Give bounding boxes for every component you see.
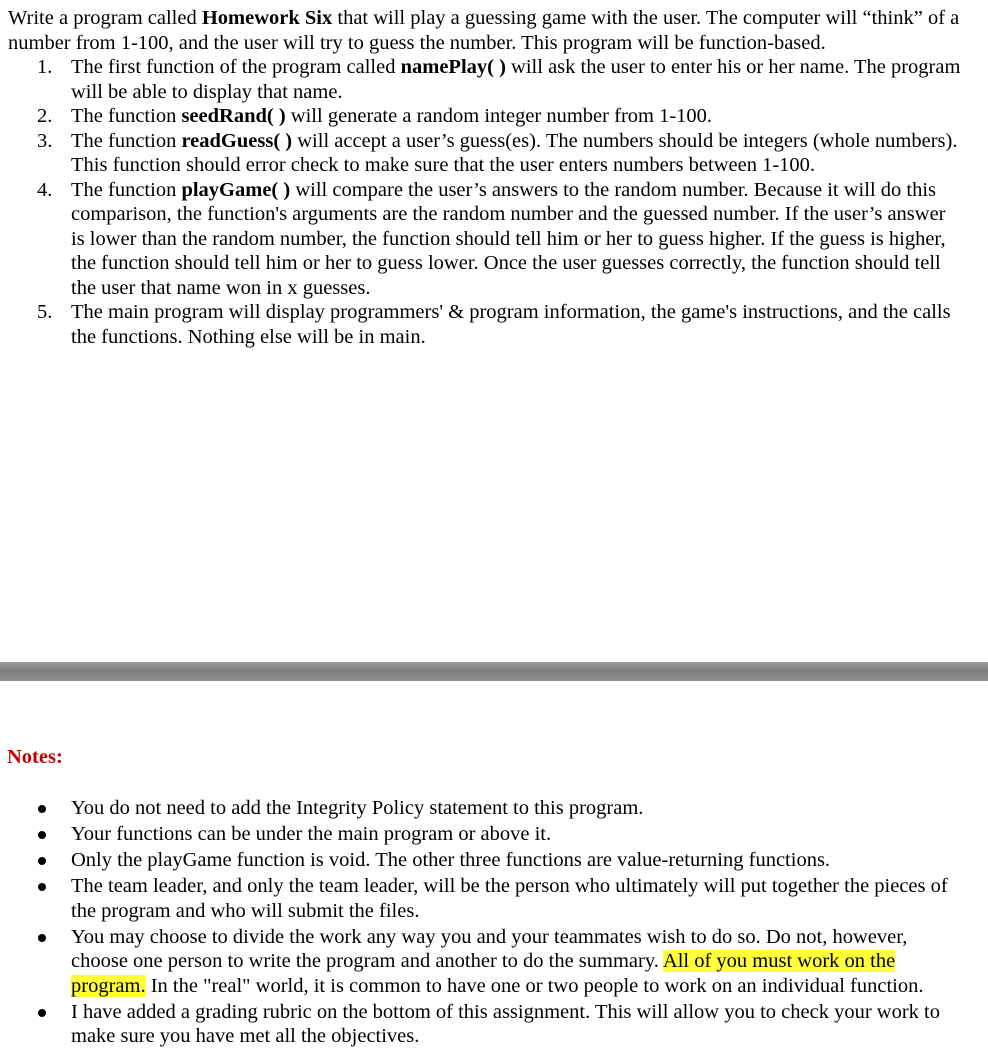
function-name: namePlay( ) (400, 56, 506, 78)
notes-list (0, 796, 988, 1050)
list-item: You do not need to add the Integrity Policy statement to this program. (0, 796, 966, 821)
intro-text-cont: that will play a guessing game with the user. The computer will “think” of a number from 1-100, and the user will try to guess the number. This program will be function-based. (8, 7, 960, 54)
list-item: I have added a grading rubric on the bottom of this assignment. This will allow you to check your work to make sure you have met all the objectives. (0, 1000, 966, 1049)
notes-heading: Notes: (7, 746, 63, 768)
function-name: seedRand( ) (181, 105, 286, 127)
function-name: readGuess( ) (181, 129, 293, 152)
requirements-list (0, 55, 988, 349)
program-title: Homework Six (201, 7, 333, 29)
list-item: 2. The function seedRand( ) will generate a random integer number from 1-100. (37, 105, 713, 127)
bullet-icon (38, 857, 46, 865)
bullet-icon (38, 831, 46, 839)
highlighted-text: All of you must work on the program. (71, 950, 896, 997)
list-item: 3. The function readGuess( ) will accept a user’s guess(es). The numbers should be integers (whole numbers). This function should error check to make sure that the user enters numbers between 1-100. (37, 129, 958, 176)
list-item: The team leader, and only the team leader, will be the person who ultimately will put together the pieces of the program and who will submit the files. (0, 874, 966, 923)
page-separator (0, 662, 988, 681)
page-1 (0, 0, 988, 349)
bullet-icon (38, 934, 46, 942)
list-item: 4. The function playGame( ) will compare the user’s answers to the random number. Because it will do this comparison, the function's arguments are the random number and the guessed number. If the user’s answer is lower than the random number, the function should tell him or her to guess higher. If the guess is higher, the function should tell him or her to guess lower. Once the user guesses correctly, the function should tell the user that name won in x guesses. (37, 178, 946, 299)
intro-paragraph (8, 6, 983, 55)
bullet-icon (38, 805, 46, 813)
list-item: You may choose to divide the work any way you and your teammates wish to do so. Do not, however, choose one person to write the program and another to do the summary. All of you must work on the program. In the "real" world, it is common to have one or two people to work on an individual function. (0, 925, 966, 999)
list-item: 5. The main program will display programmers' & program information, the game's instructions, and the calls the functions. Nothing else will be in main. (37, 301, 951, 348)
function-name: playGame( ) (181, 178, 291, 201)
list-item: Your functions can be under the main program or above it. (0, 822, 966, 847)
list-item: 1. The first function of the program called namePlay( ) will ask the user to enter his or her name. The program will be able to display that name. (37, 56, 961, 103)
bullet-icon (38, 883, 46, 891)
bullet-icon (38, 1009, 46, 1017)
list-item: Only the playGame function is void. The other three functions are value-returning functions. (0, 848, 966, 873)
intro-text: Write a program called (8, 7, 202, 29)
